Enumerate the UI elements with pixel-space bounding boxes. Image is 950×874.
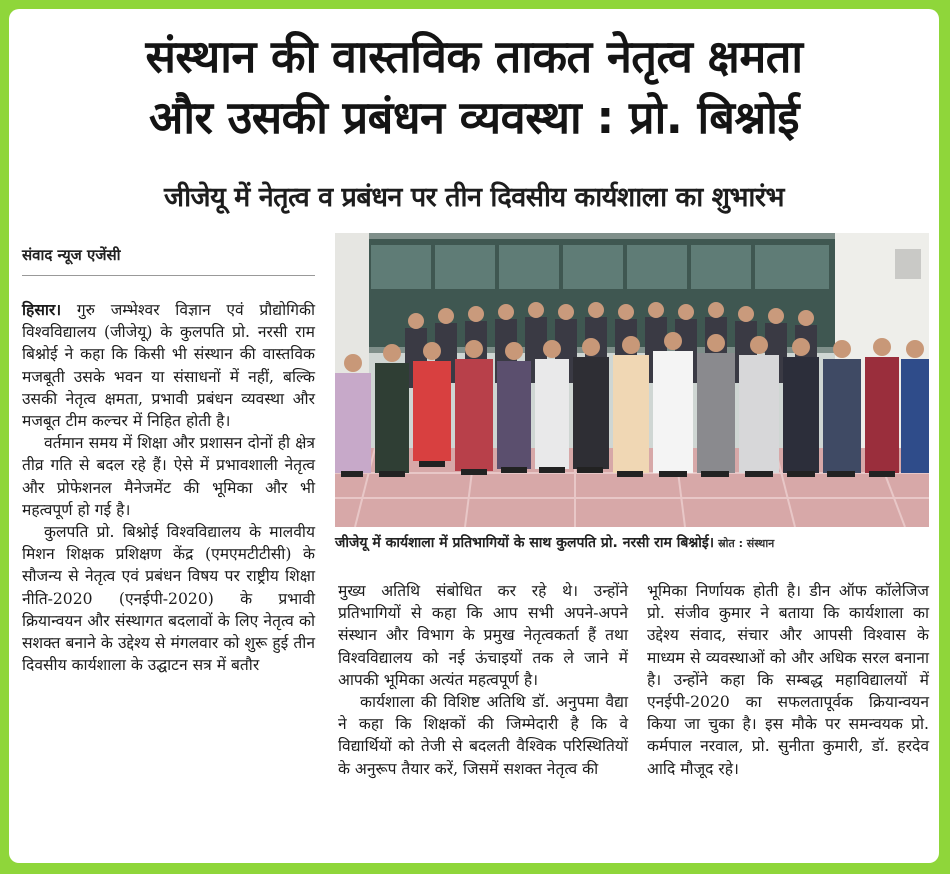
paragraph	[22, 299, 315, 432]
caption-text: जीजेयू में कार्यशाला में प्रतिभागियों के साथ कुलपति प्रो. नरसी राम बिश्नोई।	[335, 535, 715, 551]
paragraph: भूमिका निर्णायक होती है। डीन ऑफ कॉलेजिज प्रो. संजीव कुमार ने बताया कि कार्यशाला का उद्देश्य संवाद, संचार और आपसी विश्वास के माध्यम से व्यवस्थाओं को और अधिक सरल बनाना है। उन्होंने कहा कि सम्बद्ध महाविद्यालयों में एनईपी-2020 का सफलतापूर्वक क्रियान्वयन किया जा चुका है। इस मौके पर समन्वयक प्रो. कर्मपाल नरवाल, प्रो. सुनीता कुमारी, डॉ. हरदेव आदि मौजूद रहे।	[647, 582, 929, 778]
article-column-1	[22, 299, 315, 676]
paragraph: वर्तमान समय में शिक्षा और प्रशासन दोनों ही क्षेत्र तीव्र गति से बदल रहे हैं। ऐसे में प्रभावशाली नेतृत्व और प्रोफेशनल मैनेजमेंट की भूमिका और भी महत्वपूर्ण हो गई है।	[22, 434, 315, 519]
photo-caption	[335, 533, 929, 552]
headline-line-1: संस्थान की वास्तविक ताकत नेतृत्व क्षमता	[145, 30, 803, 83]
article-column-3	[647, 580, 929, 780]
paragraph: कुलपति प्रो. बिश्नोई विश्वविद्यालय के मालवीय मिशन शिक्षक प्रशिक्षण केंद्र (एमएमटीटीसी) के सौजन्य से नेतृत्व एवं प्रबंधन विषय पर राष्ट्रीय शिक्षा नीति-2020 (एनईपी-2020) के प्रभावी क्रियान्वयन और संस्थागत बदलावों के लिए नेतृत्व को सशक्त बनाने के उद्देश्य से मंगलवार को शुरू हुई तीन दिवसीय कार्यशाला के उद्घाटन सत्र में बतौर	[22, 523, 315, 675]
byline: संवाद न्यूज एजेंसी	[22, 246, 121, 264]
paragraph: कार्यशाला की विशिष्ट अतिथि डॉ. अनुपमा वैद्या ने कहा कि शिक्षकों की जिम्मेदारी है कि वे विद्यार्थियों को तेजी से बदलती वैश्विक परिस्थितियों के अनुरूप तैयार करें, जिसमें सशक्त नेतृत्व की	[338, 693, 628, 778]
newspaper-clipping	[9, 9, 939, 863]
dateline: हिसार।	[22, 301, 62, 319]
headline-line-2: और उसकी प्रबंधन व्यवस्था : प्रो. बिश्नोई	[149, 91, 799, 144]
article-column-2	[338, 580, 628, 780]
subheadline: जीजेयू में नेतृत्व व प्रबंधन पर तीन दिवसीय कार्यशाला का शुभारंभ	[164, 182, 784, 213]
paragraph: मुख्य अतिथि संबोधित कर रहे थे। उन्होंने प्रतिभागियों से कहा कि आप सभी अपने-अपने संस्थान और विभाग के प्रमुख नेतृत्वकर्ता हैं तथा विश्वविद्यालय को नई ऊंचाइयों तक ले जाने में आपकी भूमिका अत्यंत महत्वपूर्ण है।	[338, 582, 628, 689]
byline-divider	[22, 275, 315, 276]
group-photo	[335, 233, 929, 527]
photo-source: स्रोत : संस्थान	[718, 537, 775, 550]
paragraph-text: गुरु जम्भेश्वर विज्ञान एवं प्रौद्योगिकी विश्वविद्यालय (जीजेयू) के कुलपति प्रो. नरसी राम बिश्नोई ने कहा कि किसी भी संस्थान की वास्तविक मजबूती उसके भवन या संसाधनों में नहीं, बल्कि उसकी नेतृत्व क्षमता, प्रभावी प्रबंधन व्यवस्था और मजबूत टीम कल्चर में निहित होती है।	[22, 301, 315, 431]
